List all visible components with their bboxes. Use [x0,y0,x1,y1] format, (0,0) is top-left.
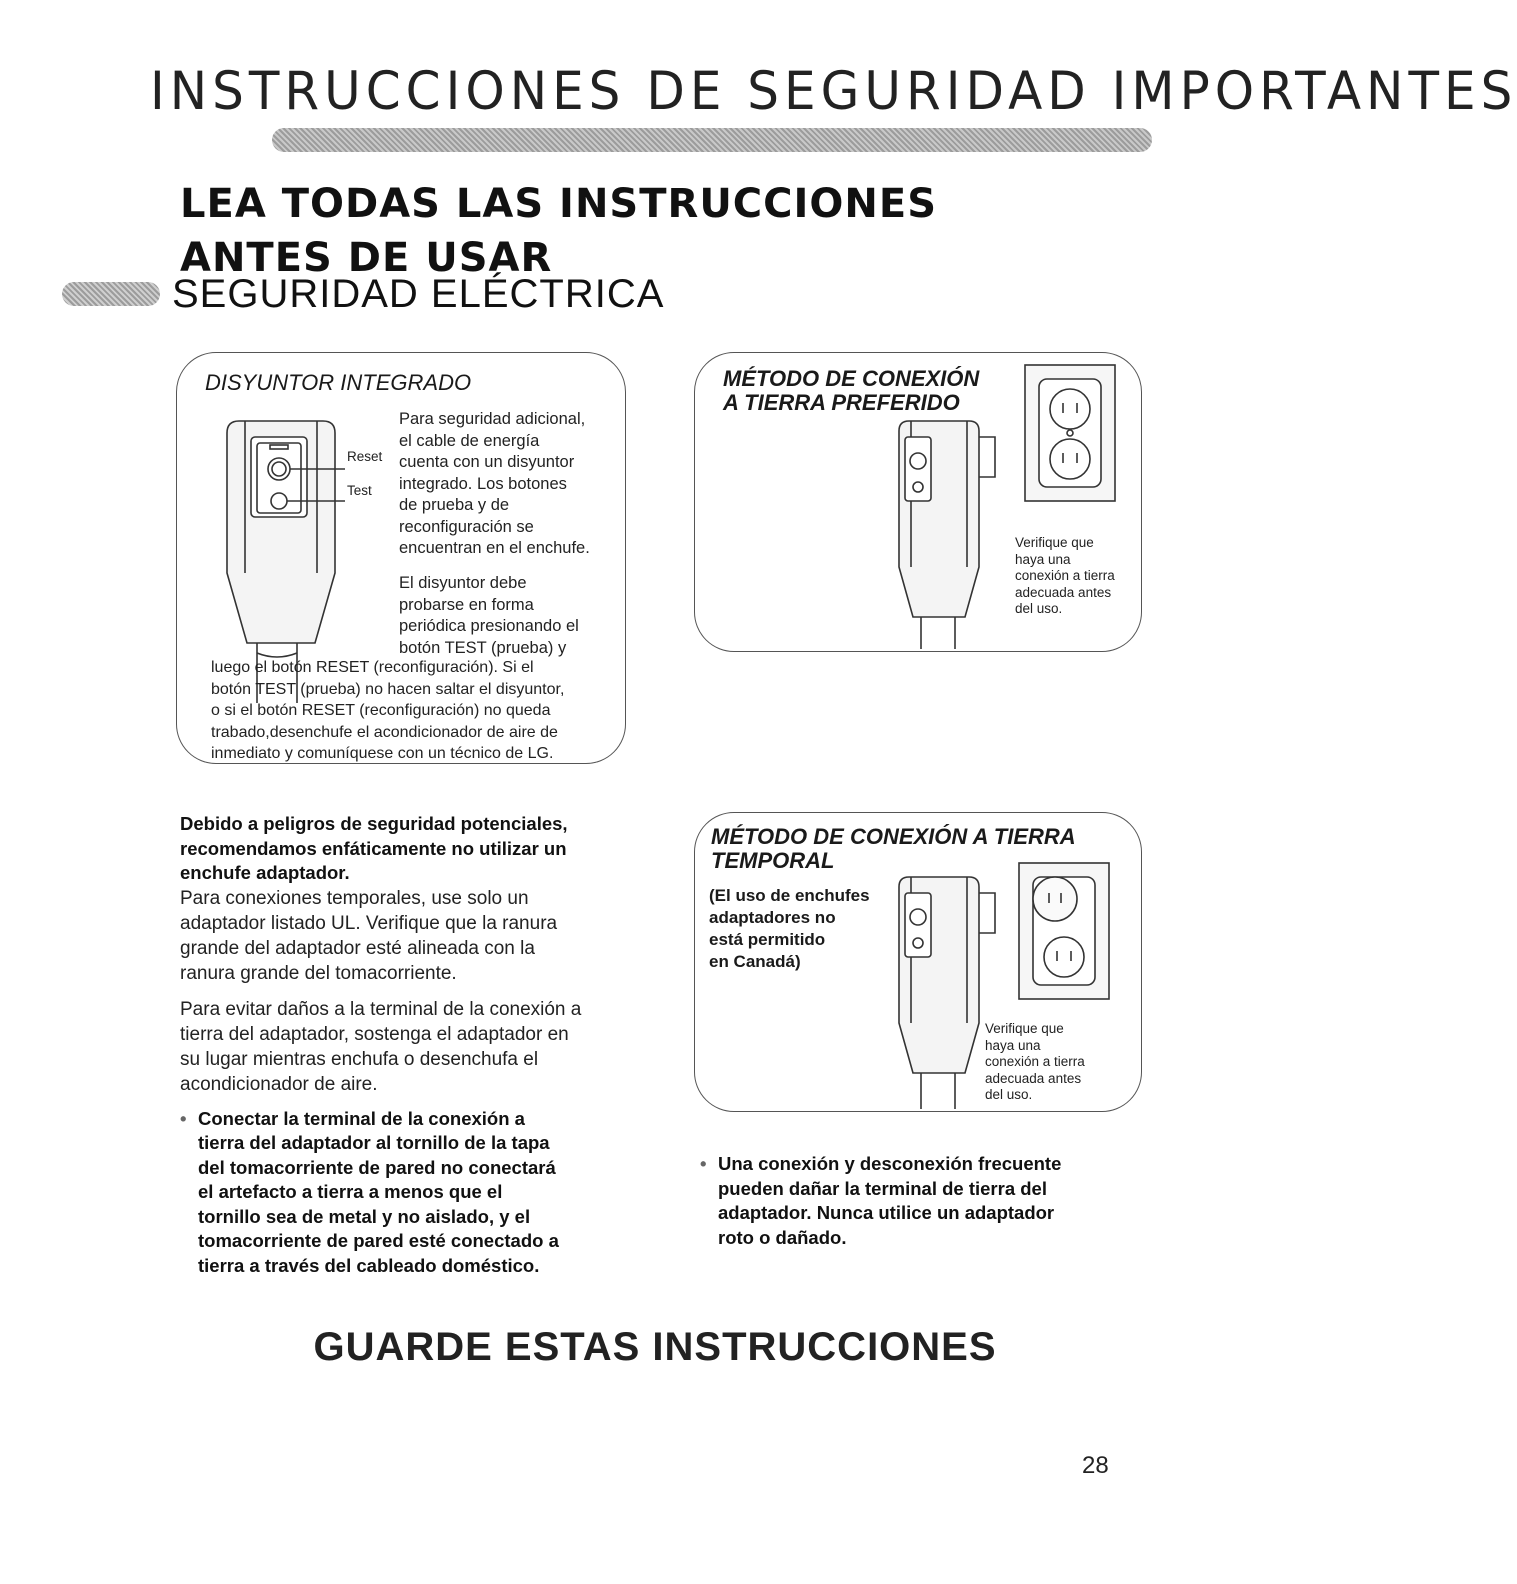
box-metodo-temporal [694,812,1142,1112]
text-line: botón TEST (prueba) no hacen saltar el disyuntor, [211,680,565,698]
text-line: el artefacto a tierra a menos que el [198,1181,503,1202]
text-line: adaptador. Nunca utilice un adaptador [718,1202,1055,1223]
temporary-connection-paragraph [180,886,650,986]
box-disyuntor-integrado [176,352,626,764]
right-bullet-list [700,1152,1140,1250]
title-line: MÉTODO DE CONEXIÓN [723,366,980,391]
plug-illustration-preferido [891,417,1011,651]
text-line: adaptadores no [709,908,836,927]
text-line: • Una conexión y desconexión frecuente [718,1153,1062,1174]
text-line: recomendamos enfáticamente no utilizar un [180,837,567,859]
list-item [180,1107,650,1279]
preferido-note [1015,535,1135,618]
text-line: grande del adaptador esté alineada con la [180,937,535,959]
text-line: probarse en forma [399,595,534,614]
left-bullet-list [180,1107,650,1279]
text-line: inmediato y comuníquese con un técnico de LG. [211,745,554,762]
text-line: del uso. [985,1087,1033,1102]
text-line: botón TEST (prueba) y [399,638,567,657]
text-line: integrado. Los botones [399,474,567,493]
text-line: Para conexiones temporales, use solo un [180,887,529,909]
reset-label: Reset [347,449,383,464]
adapter-warning [180,812,650,886]
box-disyuntor-title: DISYUNTOR INTEGRADO [205,370,472,395]
text-line: periódica presionando el [399,617,579,635]
header-decorative-bar [272,128,1152,152]
text-line: reconfiguración se [399,517,534,536]
text-line: Verifique que [1015,535,1094,550]
temporal-note [985,1021,1125,1104]
text-line: de prueba y de [399,496,510,514]
text-line: tierra del adaptador al tornillo de la tapa [198,1132,550,1153]
text-line: Debido a peligros de seguridad potenciales, [180,813,568,834]
text-line: adecuada antes [1015,584,1112,600]
text-line: haya una [1015,551,1071,567]
text-line: el cable de energía [399,431,540,450]
text-line: conexión a tierra [985,1054,1085,1069]
box-metodo-preferido [694,352,1142,652]
temporal-canada-note [709,885,870,973]
disyuntor-para3 [211,657,621,765]
page-number: 28 [1082,1452,1109,1479]
text-line: luego el botón RESET (reconfiguración). Si el [211,659,534,676]
text-line: enchufe adaptador. [180,862,350,883]
title-line: MÉTODO DE CONEXIÓN A TIERRA [711,824,1076,849]
text-line: está permitido [709,930,826,949]
text-line: tierra del adaptador, sostenga el adaptador en [180,1023,569,1045]
text-line: (El uso de enchufes [709,886,870,905]
wall-outlet-illustration [1021,361,1121,511]
main-heading [180,177,937,285]
text-line: conexión a tierra [1015,568,1115,583]
disyuntor-para2 [399,573,623,659]
text-line: encuentran en el enchufe. [399,539,590,557]
box-preferido-title [723,367,979,415]
text-line: su lugar mientras enchufa o desenchufa el [180,1048,539,1070]
text-line: cuenta con un disyuntor [399,453,575,471]
text-line: haya una [985,1037,1041,1053]
text-line: en Canadá) [709,952,801,971]
title-line: TEMPORAL [711,848,835,873]
page-header-title: INSTRUCCIONES DE SEGURIDAD IMPORTANTES [150,60,1517,122]
text-line: tornillo sea de metal y no aislado, y el [198,1205,531,1227]
text-line: roto o dañado. [718,1226,847,1248]
text-line: tomacorriente de pared esté conectado a [198,1230,559,1251]
title-line: A TIERRA PREFERIDO [723,390,960,415]
text-line: pueden dañar la terminal de tierra del [718,1177,1047,1199]
disyuntor-para1 [399,409,623,560]
text-line: El disyuntor debe [399,574,527,592]
text-line: del uso. [1015,601,1063,616]
text-line: ranura grande del tomacorriente. [180,962,457,984]
main-heading-line1: LEA TODAS LAS INSTRUCCIONES [180,181,937,227]
footer-title: GUARDE ESTAS INSTRUCCIONES [313,1325,997,1369]
main-heading-line2: ANTES DE USAR [180,235,553,281]
section-title: SEGURIDAD ELÉCTRICA [172,272,665,316]
text-line: Para evitar daños a la terminal de la conexión a [180,998,582,1020]
text-line: o si el botón RESET (reconfiguración) no queda [211,702,551,719]
test-label: Test [347,483,372,498]
text-line: adecuada antes [985,1070,1082,1086]
text-line: Para seguridad adicional, [399,410,586,428]
text-line: acondicionador de aire. [180,1073,378,1095]
text-line: del tomacorriente de pared no conectará [198,1156,556,1178]
avoid-damage-paragraph [180,997,650,1097]
section-decorative-pill [62,282,160,306]
left-column [180,812,650,1278]
text-line: tierra a través del cableado doméstico. [198,1254,540,1276]
wall-outlet-adapter-illustration [1015,859,1115,1009]
text-line: trabado,desenchufe el acondicionador de aire de [211,723,558,741]
text-line: Verifique que [985,1021,1064,1036]
list-item [700,1152,1140,1250]
text-line: adaptador listado UL. Verifique que la ranura [180,912,558,934]
text-line: • Conectar la terminal de la conexión a [198,1107,525,1129]
